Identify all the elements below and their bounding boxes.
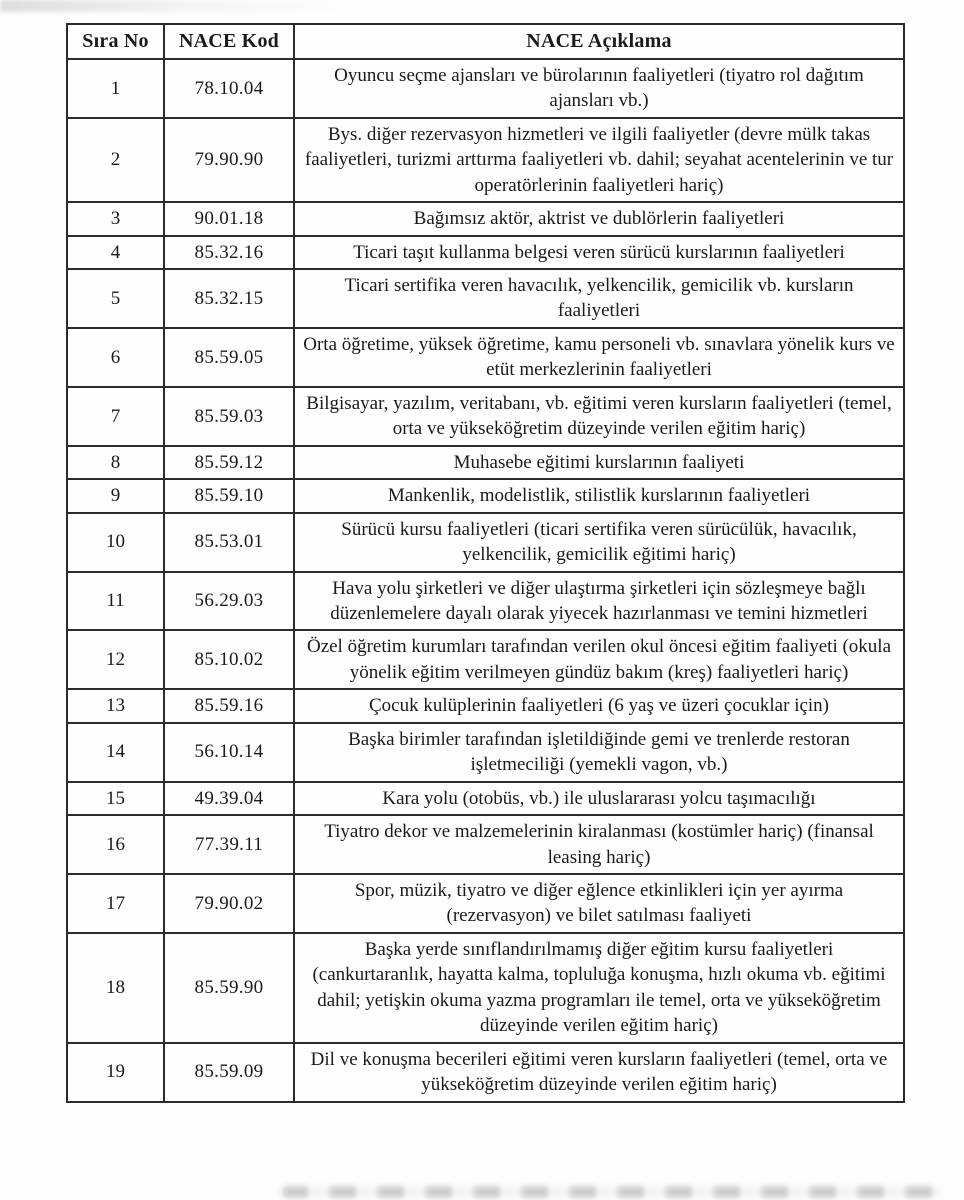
header-nace-kod: NACE Kod	[164, 24, 294, 59]
row-number-cell: 8	[67, 446, 164, 479]
nace-code-cell: 85.59.09	[164, 1043, 294, 1102]
table-row	[67, 572, 904, 631]
nace-code-cell: 90.01.18	[164, 202, 294, 235]
nace-code-table	[66, 23, 905, 1103]
nace-code-cell: 56.29.03	[164, 572, 294, 631]
table-row	[67, 269, 904, 328]
nace-code-cell: 85.32.16	[164, 236, 294, 269]
nace-code-cell: 56.10.14	[164, 723, 294, 782]
header-row	[67, 24, 904, 59]
table-row	[67, 59, 904, 118]
table-row	[67, 1043, 904, 1102]
nace-code-cell: 78.10.04	[164, 59, 294, 118]
nace-description-cell: Ticari sertifika veren havacılık, yelkencilik, gemicilik vb. kursların faaliyetleri	[294, 269, 904, 328]
row-number-cell: 2	[67, 118, 164, 202]
table-row	[67, 782, 904, 815]
nace-code-cell: 79.90.02	[164, 874, 294, 933]
table-row	[67, 479, 904, 512]
row-number-cell: 11	[67, 572, 164, 631]
table-row	[67, 689, 904, 722]
nace-code-cell: 85.32.15	[164, 269, 294, 328]
nace-description-cell: Hava yolu şirketleri ve diğer ulaştırma şirketleri için sözleşmeye bağlı düzenlemelere dayalı olarak yiyecek hazırlanması ve temini hizmetleri	[294, 572, 904, 631]
row-number-cell: 5	[67, 269, 164, 328]
row-number-cell: 1	[67, 59, 164, 118]
nace-code-cell: 77.39.11	[164, 815, 294, 874]
row-number-cell: 14	[67, 723, 164, 782]
nace-code-cell: 85.59.16	[164, 689, 294, 722]
row-number-cell: 3	[67, 202, 164, 235]
table-row	[67, 118, 904, 202]
nace-code-cell: 85.59.03	[164, 387, 294, 446]
nace-description-cell: Muhasebe eğitimi kurslarının faaliyeti	[294, 446, 904, 479]
nace-code-cell: 85.59.05	[164, 328, 294, 387]
header-nace-aciklama: NACE Açıklama	[294, 24, 904, 59]
table-row	[67, 815, 904, 874]
row-number-cell: 6	[67, 328, 164, 387]
nace-description-cell: Başka yerde sınıflandırılmamış diğer eğitim kursu faaliyetleri (cankurtaranlık, hayatta kalma, topluluğa konuşma, hızlı okuma vb. eğitimi dahil; yetişkin okuma yazma programları ile temel, orta ve yükseköğretim düzeyinde verilen eğitim hariç)	[294, 933, 904, 1043]
table-row	[67, 446, 904, 479]
row-number-cell: 12	[67, 630, 164, 689]
row-number-cell: 10	[67, 513, 164, 572]
table-row	[67, 202, 904, 235]
row-number-cell: 7	[67, 387, 164, 446]
nace-description-cell: Kara yolu (otobüs, vb.) ile uluslararası yolcu taşımacılığı	[294, 782, 904, 815]
nace-description-cell: Özel öğretim kurumları tarafından verilen okul öncesi eğitim faaliyeti (okula yönelik eğitim verilmeyen gündüz bakım (kreş) faaliyetleri hariç)	[294, 630, 904, 689]
scan-artifact-bottom	[282, 1186, 942, 1198]
row-number-cell: 13	[67, 689, 164, 722]
header-sira-no: Sıra No	[67, 24, 164, 59]
nace-description-cell: Bilgisayar, yazılım, veritabanı, vb. eğitimi veren kursların faaliyetleri (temel, orta ve yükseköğretim düzeyinde verilen eğitim hariç)	[294, 387, 904, 446]
nace-description-cell: Spor, müzik, tiyatro ve diğer eğlence etkinlikleri için yer ayırma (rezervasyon) ve bilet satılması faaliyeti	[294, 874, 904, 933]
nace-description-cell: Sürücü kursu faaliyetleri (ticari sertifika veren sürücülük, havacılık, yelkencilik, gemicilik eğitimi hariç)	[294, 513, 904, 572]
row-number-cell: 18	[67, 933, 164, 1043]
nace-description-cell: Başka birimler tarafından işletildiğinde gemi ve trenlerde restoran işletmeciliği (yemekli vagon, vb.)	[294, 723, 904, 782]
row-number-cell: 9	[67, 479, 164, 512]
nace-description-cell: Çocuk kulüplerinin faaliyetleri (6 yaş ve üzeri çocuklar için)	[294, 689, 904, 722]
nace-description-cell: Oyuncu seçme ajansları ve bürolarının faaliyetleri (tiyatro rol dağıtım ajansları vb.)	[294, 59, 904, 118]
nace-description-cell: Bys. diğer rezervasyon hizmetleri ve ilgili faaliyetler (devre mülk takas faaliyetleri, turizmi arttırma faaliyetleri vb. dahil; seyahat acentelerinin ve tur operatörlerinin faaliyetleri hariç)	[294, 118, 904, 202]
table-row	[67, 328, 904, 387]
table-row	[67, 513, 904, 572]
table-body	[67, 59, 904, 1102]
table-row	[67, 874, 904, 933]
nace-code-cell: 85.59.10	[164, 479, 294, 512]
nace-code-cell: 85.59.90	[164, 933, 294, 1043]
table-row	[67, 933, 904, 1043]
nace-description-cell: Dil ve konuşma becerileri eğitimi veren kursların faaliyetleri (temel, orta ve yükseköğretim düzeyinde verilen eğitim hariç)	[294, 1043, 904, 1102]
table-row	[67, 387, 904, 446]
nace-description-cell: Bağımsız aktör, aktrist ve dublörlerin faaliyetleri	[294, 202, 904, 235]
row-number-cell: 4	[67, 236, 164, 269]
row-number-cell: 17	[67, 874, 164, 933]
table-row	[67, 630, 904, 689]
row-number-cell: 16	[67, 815, 164, 874]
nace-code-cell: 49.39.04	[164, 782, 294, 815]
row-number-cell: 15	[67, 782, 164, 815]
nace-description-cell: Tiyatro dekor ve malzemelerinin kiralanması (kostümler hariç) (finansal leasing hariç)	[294, 815, 904, 874]
row-number-cell: 19	[67, 1043, 164, 1102]
nace-code-cell: 85.53.01	[164, 513, 294, 572]
nace-description-cell: Ticari taşıt kullanma belgesi veren sürücü kurslarının faaliyetleri	[294, 236, 904, 269]
nace-code-cell: 79.90.90	[164, 118, 294, 202]
nace-code-cell: 85.59.12	[164, 446, 294, 479]
nace-description-cell: Orta öğretime, yüksek öğretime, kamu personeli vb. sınavlara yönelik kurs ve etüt merkezlerinin faaliyetleri	[294, 328, 904, 387]
nace-code-cell: 85.10.02	[164, 630, 294, 689]
nace-description-cell: Mankenlik, modelistlik, stilistlik kurslarının faaliyetleri	[294, 479, 904, 512]
table-row	[67, 723, 904, 782]
table-row	[67, 236, 904, 269]
scan-artifact-top	[0, 0, 360, 12]
